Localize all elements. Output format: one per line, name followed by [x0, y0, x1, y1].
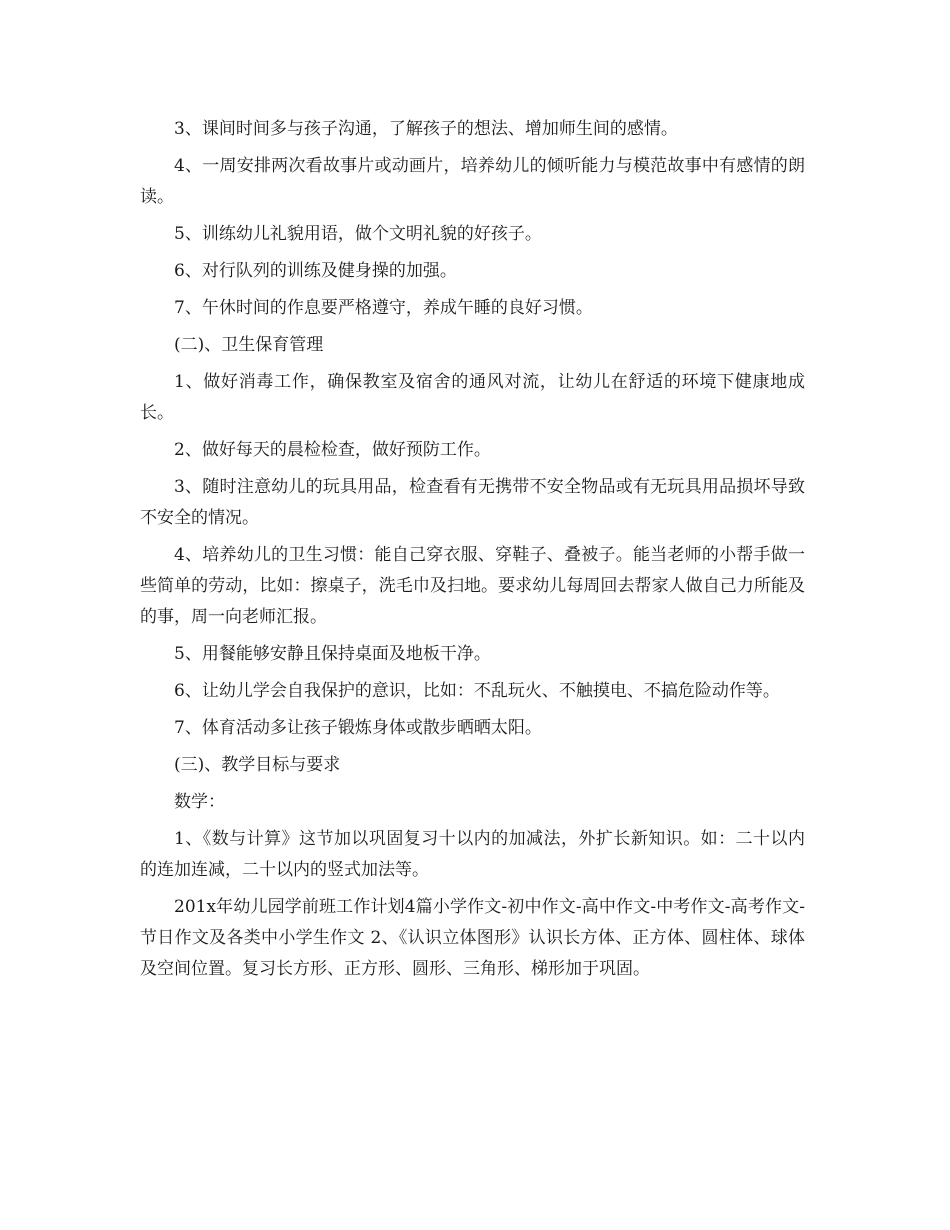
paragraph-solid-shapes: 201x年幼儿园学前班工作计划4篇小学作文-初中作文-高中作文-中考作文-高考作文-节日作文及各类中小学生作文 2、《认识立体图形》认识长方体、正方体、圆柱体、球体及空间位置。复习长方形、正方形、圆形、三角形、梯形加于巩固。	[140, 897, 805, 979]
paragraph-nap-habits: 7、午休时间的作息要严格遵守，养成午睡的良好习惯。	[174, 298, 593, 318]
paragraph-disinfection: 1、做好消毒工作，确保教室及宿舍的通风对流，让幼儿在舒适的环境下健康地成长。	[140, 372, 805, 423]
subheading-math: 数学：	[174, 792, 225, 812]
paragraph-self-protection: 6、让幼儿学会自我保护的意识，比如：不乱玩火、不触摸电、不搞危险动作等。	[174, 681, 780, 701]
section-heading-teaching-goals: (三)、教学目标与要求	[174, 755, 341, 775]
paragraph-morning-check: 2、做好每天的晨检检查，做好预防工作。	[174, 440, 491, 460]
paragraph-hygiene-habits: 4、培养幼儿的卫生习惯：能自己穿衣服、穿鞋子、叠被子。能当老师的小帮手做一些简单的劳动，比如：擦桌子，洗毛巾及扫地。要求幼儿每周回去帮家人做自己力所能及的事，周一向老师汇报。	[140, 545, 805, 627]
paragraph-meal-time: 5、用餐能够安静且保持桌面及地板干净。	[174, 644, 491, 664]
paragraph-communication: 3、课间时间多与孩子沟通，了解孩子的想法、增加师生间的感情。	[174, 119, 678, 139]
paragraph-polite-language: 5、训练幼儿礼貌用语，做个文明礼貌的好孩子。	[174, 224, 542, 244]
paragraph-sports: 7、体育活动多让孩子锻炼身体或散步晒晒太阳。	[174, 718, 542, 738]
document-body	[140, 114, 805, 991]
paragraph-story-films: 4、一周安排两次看故事片或动画片，培养幼儿的倾听能力与模范故事中有感情的朗读。	[140, 156, 805, 207]
section-heading-hygiene: (二)、卫生保育管理	[174, 335, 324, 355]
paragraph-number-calculation: 1、《数与计算》这节加以巩固复习十以内的加减法，外扩长新知识。如：二十以内的连加连减，二十以内的竖式加法等。	[140, 829, 805, 880]
paragraph-toy-safety: 3、随时注意幼儿的玩具用品，检查看有无携带不安全物品或有无玩具用品损坏导致不安全的情况。	[140, 477, 805, 528]
paragraph-queue-training: 6、对行队列的训练及健身操的加强。	[174, 261, 457, 281]
